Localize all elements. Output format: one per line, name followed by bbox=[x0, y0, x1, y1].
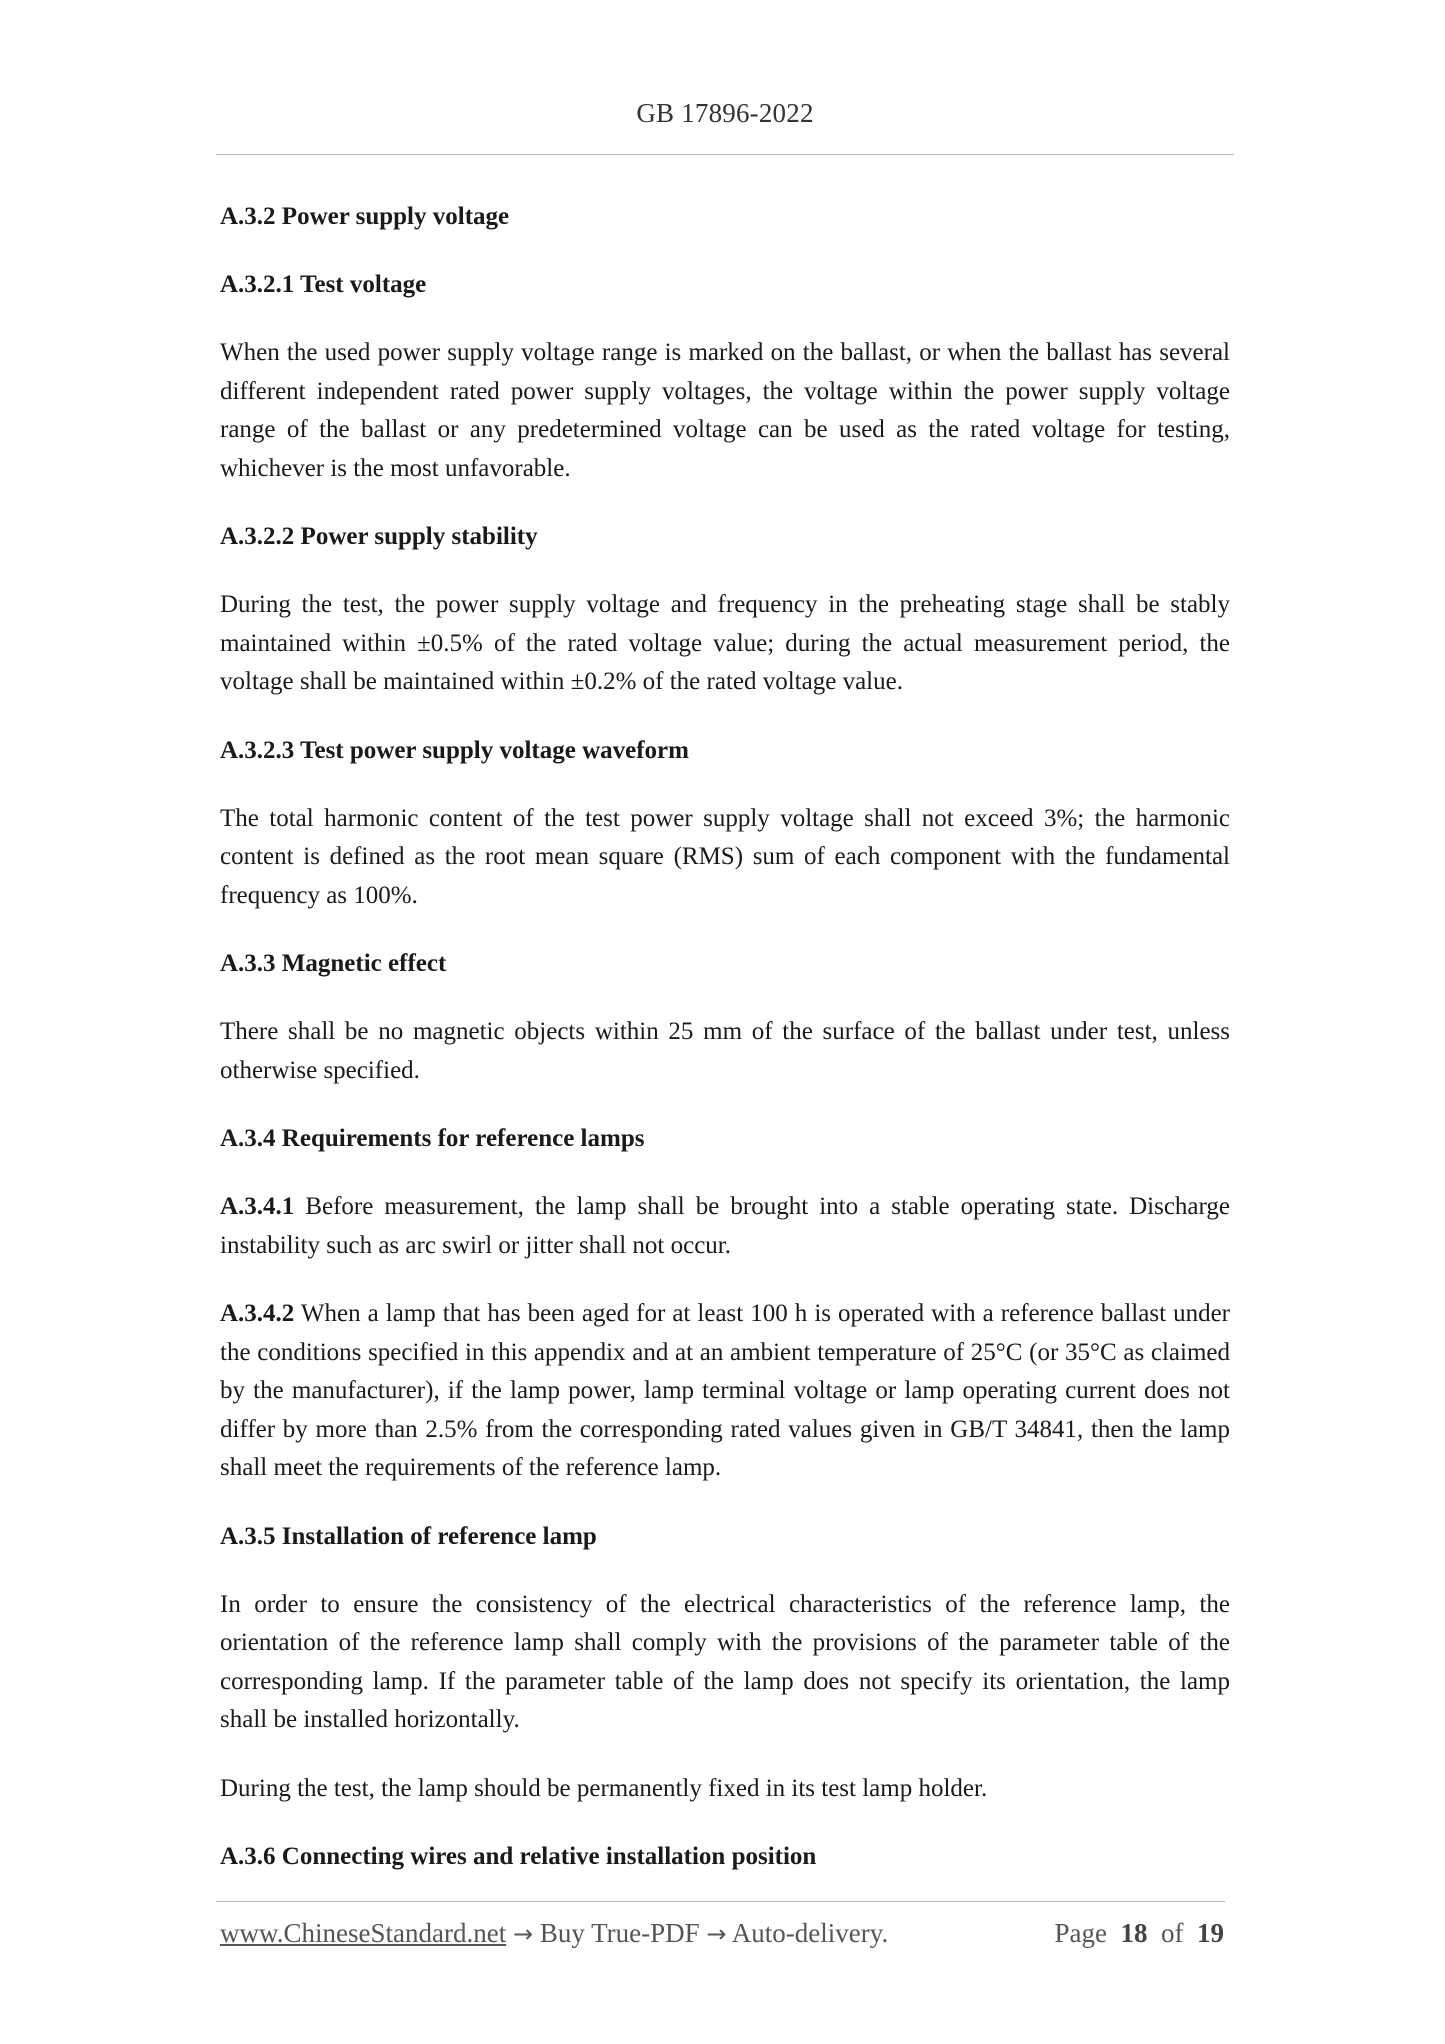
heading-a32: A.3.2 Power supply voltage bbox=[220, 203, 510, 230]
heading-a33: A.3.3 Magnetic effect bbox=[220, 950, 447, 977]
paragraph-a342 bbox=[220, 1295, 1230, 1488]
paragraph-a35-2: During the test, the lamp should be permanently fixed in its test lamp holder. bbox=[220, 1774, 988, 1802]
clause-text-a341: Before measurement, the lamp shall be brought into a stable operating state. Discharge instability such as arc swirl or jitter shall not occur. bbox=[220, 1193, 1230, 1259]
page-current: 18 bbox=[1120, 1918, 1148, 1948]
page-label: Page bbox=[1054, 1918, 1107, 1948]
heading-a323: A.3.2.3 Test power supply voltage waveform bbox=[220, 736, 689, 764]
header-divider bbox=[216, 154, 1234, 155]
document-body bbox=[220, 198, 1230, 1906]
page-total: 19 bbox=[1197, 1918, 1224, 1948]
footer-promo bbox=[220, 1918, 888, 1949]
footer-divider bbox=[216, 1901, 1225, 1902]
clause-text-a342: When a lamp that has been aged for at least 100 h is operated with a reference ballast under the conditions specified in this appendix and at an ambient temperature of 25°C (or 35°C as claimed by the manufacturer), if the lamp power, lamp terminal voltage or lamp operating current does not differ by more than 2.5% from the corresponding rated values given in GB/T 34841, then the lamp shall meet the requirements of the reference lamp. bbox=[220, 1300, 1230, 1481]
paragraph-a322: During the test, the power supply voltage and frequency in the preheating stage shall be stably maintained within ±0.5% of the rated voltage value; during the actual measurement period, the voltage shall be maintained within ±0.2% of the rated voltage value. bbox=[220, 591, 1230, 695]
buy-true-pdf-text: Buy True-PDF bbox=[533, 1918, 707, 1948]
clause-number-a342: A.3.4.2 bbox=[220, 1300, 295, 1327]
arrow-right-icon: → bbox=[512, 1920, 534, 1948]
clause-number-a341: A.3.4.1 bbox=[220, 1193, 295, 1220]
paragraph-a33: There shall be no magnetic objects within 25 mm of the surface of the ballast under test, unless otherwise specified. bbox=[220, 1018, 1230, 1084]
heading-a36: A.3.6 Connecting wires and relative installation position bbox=[220, 1843, 817, 1870]
document-header-title: GB 17896-2022 bbox=[636, 98, 814, 128]
page-number bbox=[1055, 1918, 1224, 1949]
page-footer bbox=[220, 1918, 1230, 1958]
paragraph-a323: The total harmonic content of the test power supply voltage shall not exceed 3%; the harmonic content is defined as the root mean square (RMS) sum of each component with the fundamental frequency as 100%. bbox=[220, 804, 1230, 909]
heading-a35: A.3.5 Installation of reference lamp bbox=[220, 1522, 597, 1550]
arrow-right-icon: → bbox=[706, 1920, 727, 1948]
heading-a322: A.3.2.2 Power supply stability bbox=[220, 523, 538, 550]
paragraph-a35-1: In order to ensure the consistency of the electrical characteristics of the reference lamp, the orientation of the reference lamp shall comply with the provisions of the parameter table of the corresponding lamp. If the parameter table of the lamp does not specify its orientation, the lamp shall be installed horizontally. bbox=[220, 1590, 1230, 1733]
heading-a34: A.3.4 Requirements for reference lamps bbox=[220, 1125, 645, 1152]
paragraph-a321: When the used power supply voltage range is marked on the ballast, or when the ballast has several different independent rated power supply voltages, the voltage within the power supply voltage range of the ballast or any predetermined voltage can be used as the rated voltage for testing, whichever is the most unfavorable. bbox=[220, 339, 1230, 482]
heading-a321: A.3.2.1 Test voltage bbox=[220, 271, 427, 298]
page-of-label: of bbox=[1161, 1918, 1184, 1948]
auto-delivery-text: Auto-delivery. bbox=[726, 1918, 889, 1948]
chinesestandard-link[interactable]: www.ChineseStandard.net bbox=[220, 1918, 507, 1948]
paragraph-a341 bbox=[220, 1188, 1230, 1265]
